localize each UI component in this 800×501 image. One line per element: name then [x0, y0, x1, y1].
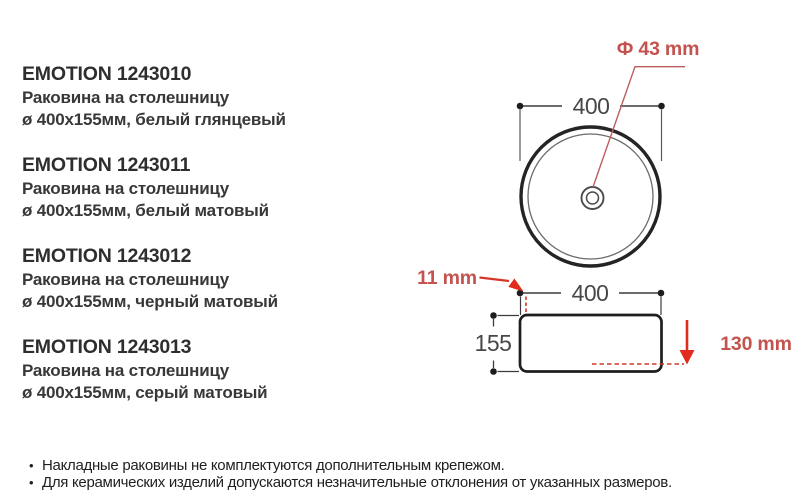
product-type: Раковина на столешницу [22, 361, 229, 380]
side-width-label: 400 [571, 280, 609, 306]
depth-arrowhead-icon [680, 350, 695, 365]
footnote: • Для керамических изделий допускаются незначительные отклонения от указанных размеров. [29, 475, 672, 492]
product-sku: EMOTION 1243012 [22, 245, 192, 267]
product-sku: EMOTION 1243011 [22, 154, 191, 176]
product-type: Раковина на столешницу [22, 179, 229, 198]
basin-side-profile [520, 315, 662, 372]
dimension-dot [517, 103, 524, 110]
offset-label: 11 mm [417, 267, 477, 289]
side-height-label: 155 [474, 330, 512, 356]
footnote: • Накладные раковины не комплектуются дополнительным крепежом. [29, 458, 672, 475]
product-sku: EMOTION 1243013 [22, 336, 192, 358]
offset-leader-line [480, 278, 510, 282]
top-view [517, 38, 700, 266]
drain-outer-circle [582, 187, 604, 209]
drain-diameter-label: Ф 43 mm [616, 38, 700, 60]
footnotes [29, 458, 672, 491]
dimension-dot [490, 312, 497, 319]
dimension-dot [658, 103, 665, 110]
offset-arrowhead-icon [508, 279, 523, 292]
product-spec: ø 400x155мм, белый матовый [22, 201, 269, 220]
product-spec: ø 400x155мм, черный матовый [22, 292, 278, 311]
product-spec: ø 400x155мм, серый матовый [22, 383, 268, 402]
product-type: Раковина на столешницу [22, 88, 229, 107]
product-sku: EMOTION 1243010 [22, 63, 192, 85]
dimension-dot [658, 290, 665, 297]
top-width-label: 400 [572, 93, 610, 119]
dimension-dot [490, 368, 497, 375]
depth-label: 130 mm [720, 333, 792, 355]
product-spec: ø 400x155мм, белый глянцевый [22, 110, 286, 129]
side-view [417, 267, 792, 375]
product-type: Раковина на столешницу [22, 270, 229, 289]
